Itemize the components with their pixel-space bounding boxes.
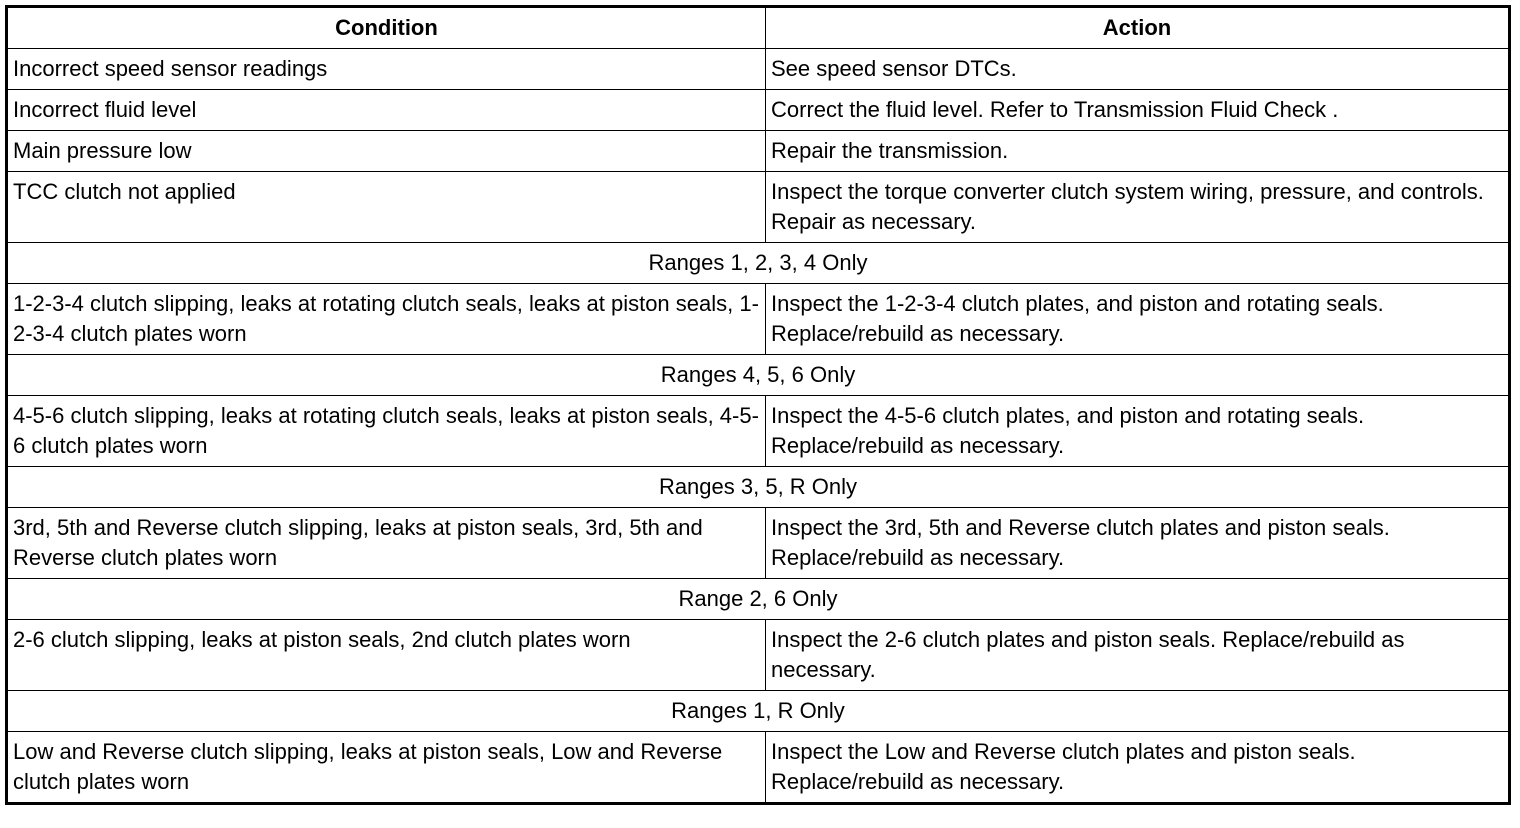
condition-cell: 3rd, 5th and Reverse clutch slipping, leaks at piston seals, 3rd, 5th and Reverse clutch plates worn xyxy=(7,508,766,579)
section-title: Ranges 1, 2, 3, 4 Only xyxy=(7,243,1510,284)
action-cell: Inspect the 2-6 clutch plates and piston seals. Replace/rebuild as necessary. xyxy=(766,620,1510,691)
table-row xyxy=(7,620,1510,691)
header-row xyxy=(7,7,1510,49)
section-title: Ranges 3, 5, R Only xyxy=(7,467,1510,508)
action-cell: Inspect the 1-2-3-4 clutch plates, and piston and rotating seals. Replace/rebuild as necessary. xyxy=(766,284,1510,355)
action-cell: Inspect the 3rd, 5th and Reverse clutch plates and piston seals. Replace/rebuild as necessary. xyxy=(766,508,1510,579)
section-title: Range 2, 6 Only xyxy=(7,579,1510,620)
action-cell: Inspect the 4-5-6 clutch plates, and piston and rotating seals. Replace/rebuild as necessary. xyxy=(766,396,1510,467)
condition-header: Condition xyxy=(7,7,766,49)
table-row xyxy=(7,90,1510,131)
table-row xyxy=(7,284,1510,355)
table-row xyxy=(7,396,1510,467)
section-title: Ranges 1, R Only xyxy=(7,691,1510,732)
section-header-row xyxy=(7,691,1510,732)
table-row xyxy=(7,732,1510,804)
table-row xyxy=(7,508,1510,579)
condition-cell: Incorrect fluid level xyxy=(7,90,766,131)
table-row xyxy=(7,49,1510,90)
condition-cell: 4-5-6 clutch slipping, leaks at rotating clutch seals, leaks at piston seals, 4-5-6 clutch plates worn xyxy=(7,396,766,467)
section-header-row xyxy=(7,467,1510,508)
table-row xyxy=(7,131,1510,172)
action-cell: See speed sensor DTCs. xyxy=(766,49,1510,90)
action-cell: Repair the transmission. xyxy=(766,131,1510,172)
section-header-row xyxy=(7,355,1510,396)
section-title: Ranges 4, 5, 6 Only xyxy=(7,355,1510,396)
action-cell: Inspect the Low and Reverse clutch plates and piston seals. Replace/rebuild as necessary. xyxy=(766,732,1510,804)
condition-cell: Incorrect speed sensor readings xyxy=(7,49,766,90)
condition-cell: 2-6 clutch slipping, leaks at piston seals, 2nd clutch plates worn xyxy=(7,620,766,691)
condition-cell: Main pressure low xyxy=(7,131,766,172)
section-header-row xyxy=(7,579,1510,620)
diagnostic-table xyxy=(5,5,1511,805)
action-cell: Correct the fluid level. Refer to Transmission Fluid Check . xyxy=(766,90,1510,131)
condition-cell: Low and Reverse clutch slipping, leaks at piston seals, Low and Reverse clutch plates worn xyxy=(7,732,766,804)
action-header: Action xyxy=(766,7,1510,49)
action-cell: Inspect the torque converter clutch system wiring, pressure, and controls. Repair as necessary. xyxy=(766,172,1510,243)
condition-cell: TCC clutch not applied xyxy=(7,172,766,243)
condition-cell: 1-2-3-4 clutch slipping, leaks at rotating clutch seals, leaks at piston seals, 1-2-3-4 clutch plates worn xyxy=(7,284,766,355)
table-row xyxy=(7,172,1510,243)
section-header-row xyxy=(7,243,1510,284)
